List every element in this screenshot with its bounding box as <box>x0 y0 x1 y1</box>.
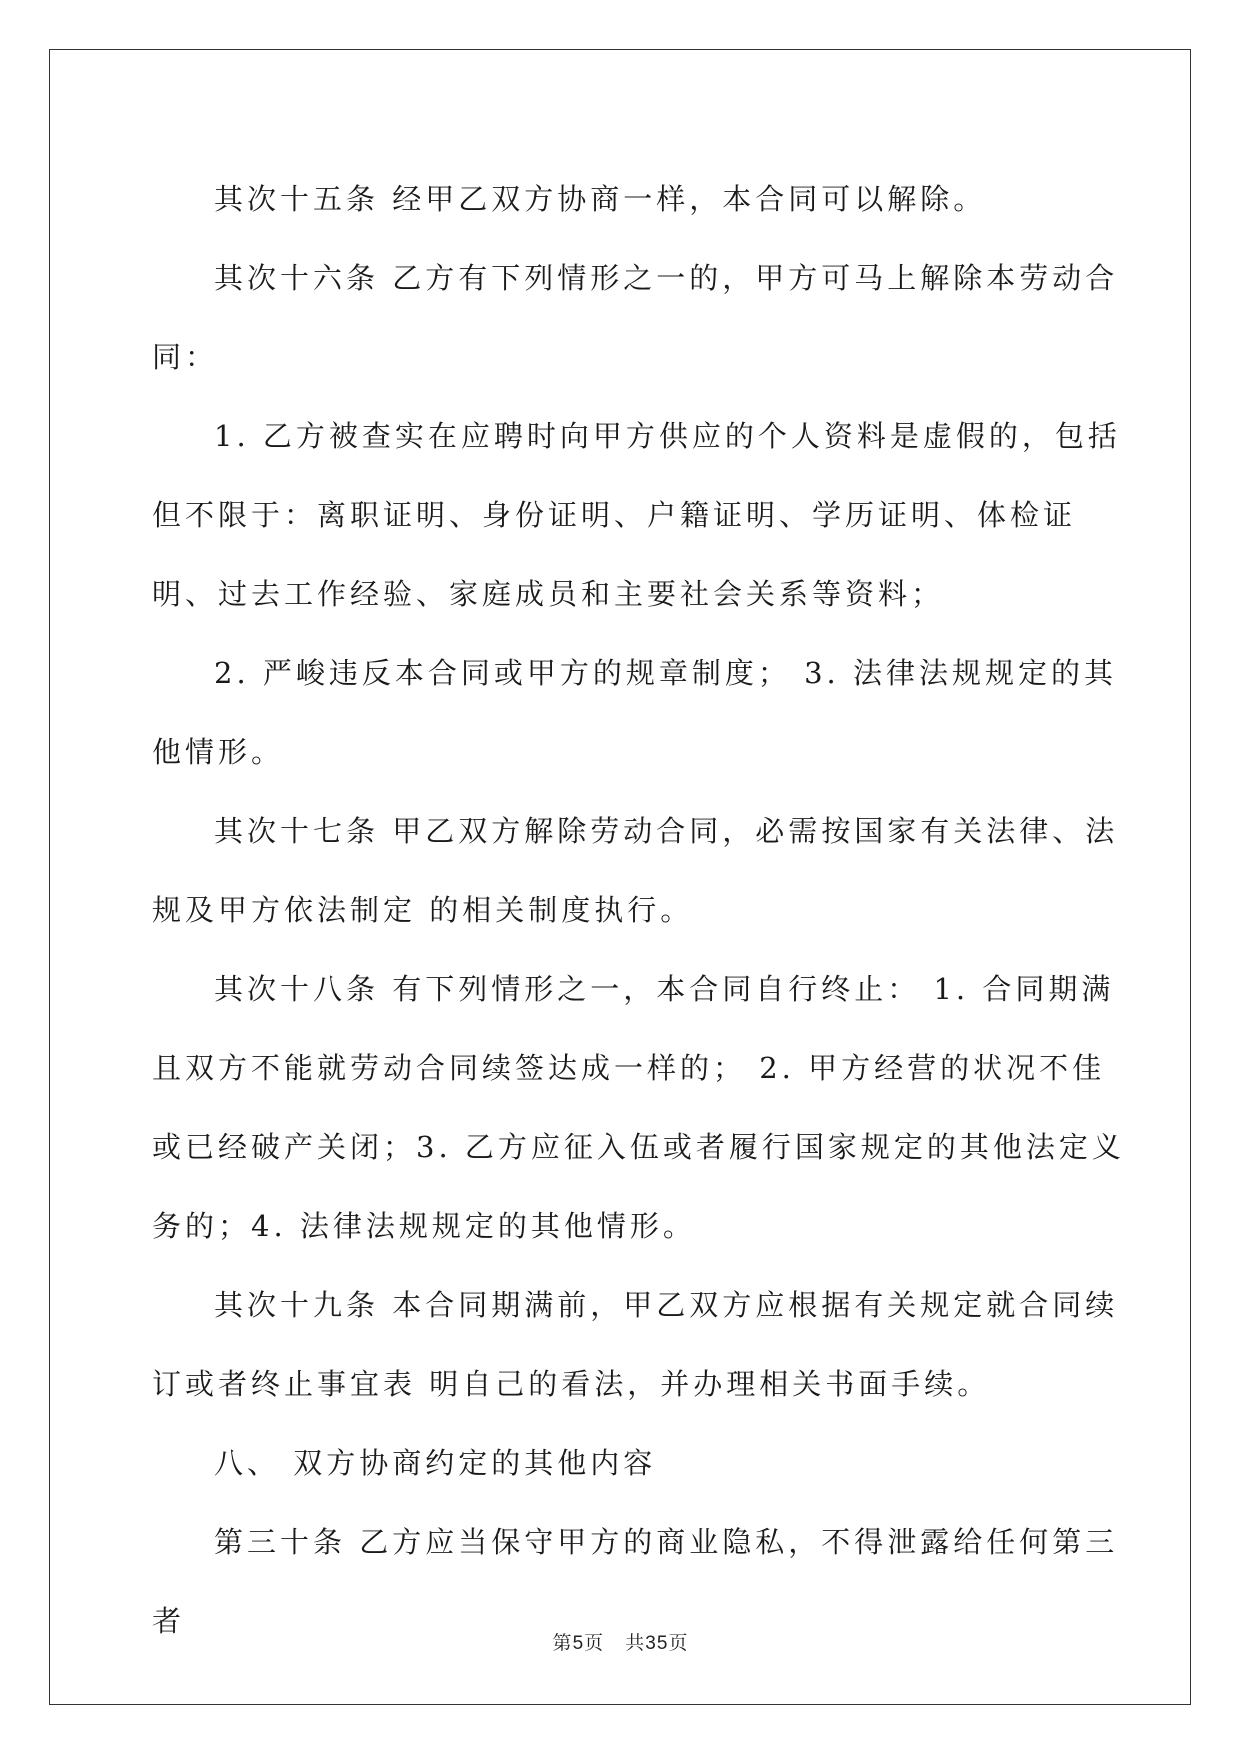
page-label-prefix: 第 <box>552 1632 573 1654</box>
total-pages: 35 <box>645 1633 669 1654</box>
paragraph-item-1: 1. 乙方被查实在应聘时向甲方供应的个人资料是虚假的，包括但不限于：离职证明、身份证明、户籍证明、学历证明、体检证明、过去工作经验、家庭成员和主要社会关系等资料； <box>152 419 1121 611</box>
total-label-suffix: 页 <box>668 1632 689 1654</box>
paragraph-article-25: 其次十五条 经甲乙双方协商一样，本合同可以解除。 <box>214 182 987 216</box>
paragraph-article-26: 其次十六条 乙方有下列情形之一的，甲方可马上解除本劳动合同： <box>152 261 1119 374</box>
page-footer <box>0 1628 1241 1655</box>
paragraph-article-29: 其次十九条 本合同期满前，甲乙双方应根据有关规定就合同续订或者终止事宜表 明自己的看法，并办理相关书面手续。 <box>152 1288 1119 1401</box>
paragraph-article-30: 第三十条 乙方应当保守甲方的商业隐私，不得泄露给任何第三者 <box>152 1525 1119 1638</box>
page-label-suffix: 页 <box>584 1632 605 1654</box>
paragraph-article-28: 其次十八条 有下列情形之一，本合同自行终止： 1. 合同期满且双方不能就劳动合同续签达成一样的； 2. 甲方经营的状况不佳或已经破产关闭；3. 乙方应征入伍或者履行国家规定的其他法定义务的；4. 法律法规规定的其他情形。 <box>152 972 1125 1243</box>
total-label-prefix: 共 <box>625 1632 646 1654</box>
section-heading-eight: 八、 双方协商约定的其他内容 <box>214 1446 657 1480</box>
page-number: 5 <box>572 1633 585 1654</box>
paragraph-item-2-3: 2. 严峻违反本合同或甲方的规章制度； 3. 法律法规规定的其他情形。 <box>152 656 1117 769</box>
document-body <box>152 160 1132 1661</box>
paragraph-article-27: 其次十七条 甲乙双方解除劳动合同，必需按国家有关法律、法规及甲方依法制定 的相关制度执行。 <box>152 814 1119 927</box>
